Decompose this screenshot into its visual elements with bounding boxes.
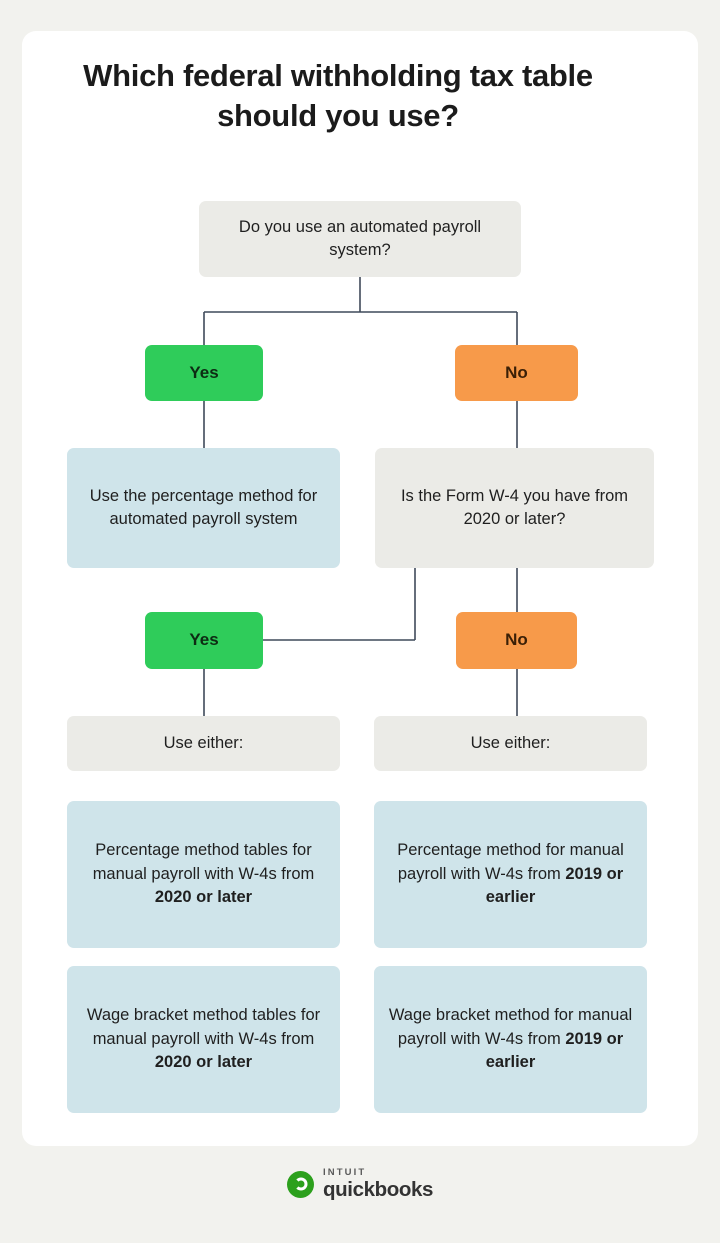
result-text-lead: Wage bracket method tables for manual payroll with W-4s from — [86, 1006, 321, 1048]
node-question-automated-payroll: Do you use an automated payroll system? — [199, 201, 521, 277]
result-text-emphasis: 2020 or later — [154, 1053, 253, 1072]
quickbooks-logo-icon — [287, 1171, 314, 1198]
node-label-use-either-right: Use either: — [374, 716, 647, 771]
brand-wordmark — [323, 1168, 433, 1200]
result-text-emphasis: 2020 or later — [154, 888, 253, 907]
result-text-lead: Wage bracket method for manual payroll with W-4s from — [388, 1006, 633, 1048]
result-text-lead: Percentage method tables for manual payroll with W-4s from — [92, 841, 315, 883]
node-result-right-percentage-2019 — [374, 801, 647, 948]
node-question-form-w4-year: Is the Form W-4 you have from 2020 or later? — [375, 448, 654, 568]
node-result-left-wage-bracket-2020 — [67, 966, 340, 1113]
node-answer-yes-1: Yes — [145, 345, 263, 401]
node-answer-no-2: No — [456, 612, 577, 669]
result-text-lead: Percentage method for manual payroll with W-4s from — [397, 841, 624, 883]
node-result-right-wage-bracket-2019 — [374, 966, 647, 1113]
footer-logo — [0, 1168, 720, 1200]
node-answer-yes-2: Yes — [145, 612, 263, 669]
brand-intuit-label: INTUIT — [323, 1167, 367, 1178]
result-text-emphasis: 2019 or earlier — [485, 864, 624, 907]
node-answer-no-1: No — [455, 345, 578, 401]
node-label-use-either-left: Use either: — [67, 716, 340, 771]
brand-quickbooks-label: quickbooks — [323, 1177, 433, 1201]
page-title: Which federal withholding tax table should you use? — [83, 58, 593, 133]
result-text-emphasis: 2019 or earlier — [485, 1029, 624, 1072]
node-result-left-percentage-2020 — [67, 801, 340, 948]
node-result-percentage-automated: Use the percentage method for automated payroll system — [67, 448, 340, 568]
